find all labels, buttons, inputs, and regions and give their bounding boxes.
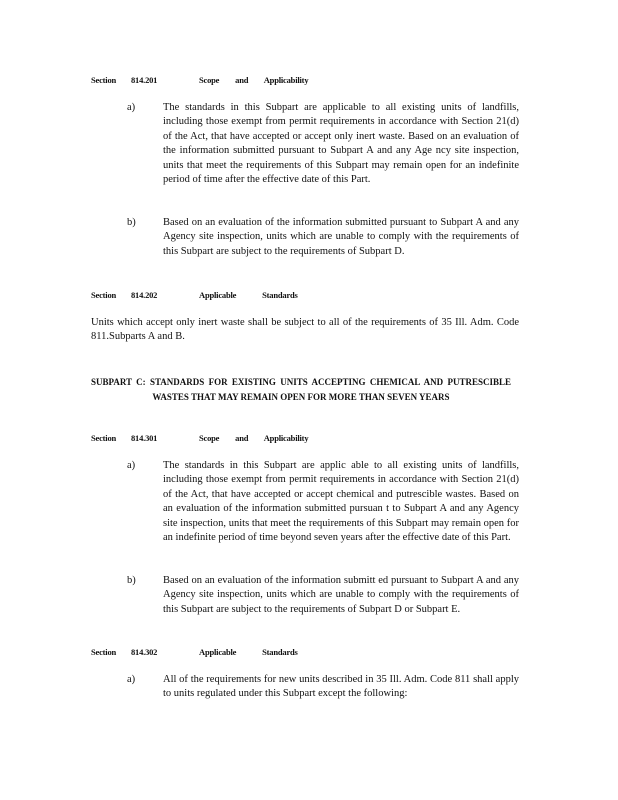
section-label: Section xyxy=(91,75,117,85)
section-title: Applicable Standards xyxy=(199,290,298,300)
item-marker: a) xyxy=(127,460,136,471)
section-title: Applicable Standards xyxy=(199,647,298,657)
section-number: 814.201 xyxy=(131,75,158,85)
item-marker: b) xyxy=(127,575,136,586)
section-number: 814.301 xyxy=(131,433,158,443)
item-marker: a) xyxy=(127,102,136,113)
section-814-202-body: Units which accept only inert waste shall be subject to all of the requirements of 35 Ill. Adm. Code 811.Subparts A and B. xyxy=(91,317,519,343)
section-number: 814.202 xyxy=(131,290,158,300)
item-text: The standards in this Subpart are applicable to all existing units of landfills, including those exempt from permit requirements in accordance with Section 21(d) of the Act, that have accepted or accept only inert waste. Based on an evaluation of the information submitted pursuant to Subpart A and any Age ncy site inspection, units that meet the requirements of this Subpart may remain open for an indefinite period of time after the effective date of this Part. xyxy=(163,102,519,186)
section-title: Scope and Applicability xyxy=(199,433,309,443)
item-marker: b) xyxy=(127,217,136,228)
item-text: The standards in this Subpart are applic able to all existing units of landfills, including those exempt from permit requirements in accordance with Section 21(d) of the Act, that have accepted or accept chemical and putrescible wastes. Based on an evaluation of the information submitted pursuan t to Subpart A and any Agency site inspection, units that meet the requirements of this Subpart may remain open for an indefinite period of time beyond seven years after the effective date of this Part. xyxy=(163,460,519,544)
subpart-c-heading: SUBPART C: STANDARDS FOR EXISTING UNITS ACCEPTING CHEMICAL AND PUTRESCIBLE WASTES THAT MAY REMAIN OPEN FOR MORE THAN SEVEN YEARS xyxy=(91,377,511,402)
section-label: Section xyxy=(91,433,117,443)
section-number: 814.302 xyxy=(131,647,158,657)
section-title: Scope and Applicability xyxy=(199,75,309,85)
section-label: Section xyxy=(91,290,117,300)
item-text: Based on an evaluation of the information submitted pursuant to Subpart A and any Agency site inspection, units which are unable to comply with the requirements of this Subpart are subject to the requirements of Subpart D. xyxy=(163,217,519,257)
item-text: All of the requirements for new units described in 35 Ill. Adm. Code 811 shall apply to units regulated under this Subpart except the following: xyxy=(163,674,519,700)
item-marker: a) xyxy=(127,674,136,685)
item-text: Based on an evaluation of the information submitt ed pursuant to Subpart A and any Agency site inspection, units which are unable to comply with the requirements of this Subpart are subject to the requirements of Subpart D or Subpart E. xyxy=(163,575,519,615)
section-label: Section xyxy=(91,647,117,657)
